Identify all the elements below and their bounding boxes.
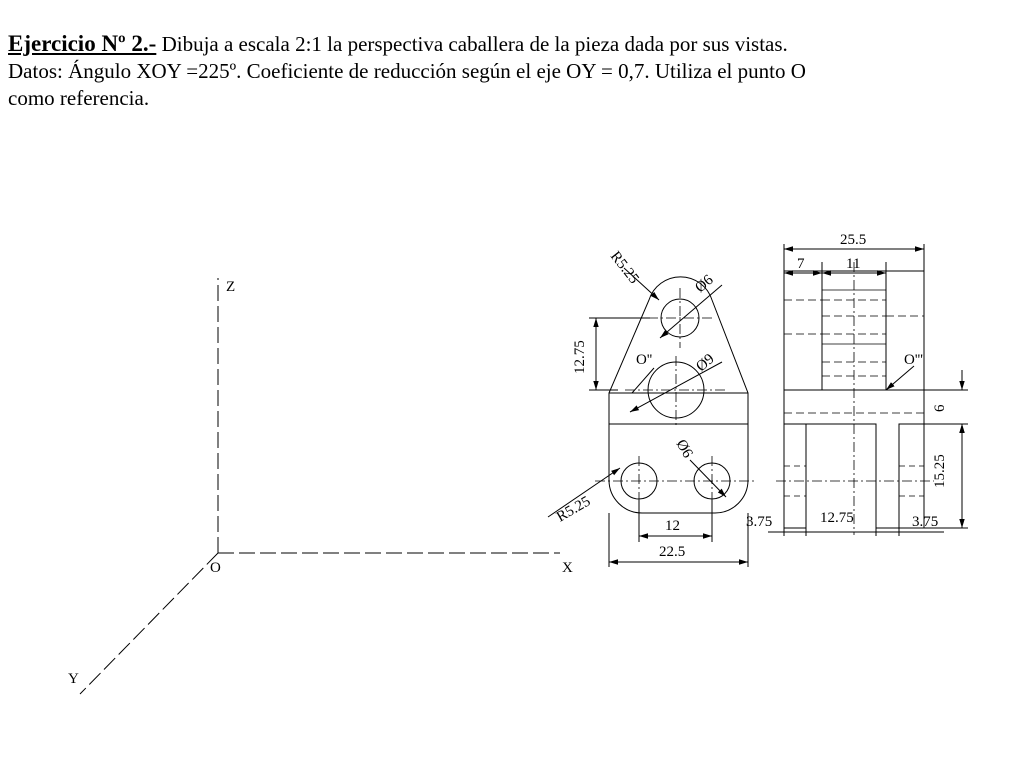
origin-label: O [210,560,221,576]
dim-side-total: 25.5 [840,232,867,248]
statement-line-2: Datos: Ángulo XOY =225º. Coeficiente de reducción según el eje OY = 0,7. Utiliza el punto O [8,59,806,83]
front-origin-label: O'' [636,352,653,368]
dim-top-radius: R5.25 [606,248,642,288]
front-view [548,268,755,567]
dim-side-left-foot: 3.75 [746,514,773,530]
side-origin-label: O''' [904,352,923,368]
front-view-outline [609,277,748,513]
dim-width: 22.5 [659,544,686,560]
exercise-title: Ejercicio Nº 2.- [8,31,157,56]
dim-side-upper: 6 [932,404,948,412]
leader-side-origin [886,366,914,390]
dim-side-lower: 15.25 [932,454,948,488]
statement-line-3: como referencia. [8,86,150,110]
dim-side-right-foot: 3.75 [912,514,939,530]
statement-line-1: Dibuja a escala 2:1 la perspectiva caballera de la pieza dada por sus vistas. [161,32,788,56]
axes-group [80,278,560,694]
dim-bottom-holes: Ø6 [672,437,696,461]
dim-hole-spacing: 12 [665,518,680,534]
dim-side-slot: 11 [846,256,861,272]
dim-side-left: 7 [797,256,805,272]
dim-bottom-radius: R5.25 [554,493,594,526]
y-axis-label: Y [68,671,79,687]
leader-top-hole [660,285,722,338]
x-axis-label: X [562,560,573,576]
dim-height: 12.75 [572,340,588,374]
z-axis-label: Z [226,279,236,295]
dim-center-hole: Ø9 [693,351,718,376]
side-view [768,244,968,536]
dim-side-channel: 12.75 [820,510,854,526]
dim-top-hole: Ø6 [692,272,717,297]
y-axis [80,553,218,694]
leader-origin [632,368,654,393]
